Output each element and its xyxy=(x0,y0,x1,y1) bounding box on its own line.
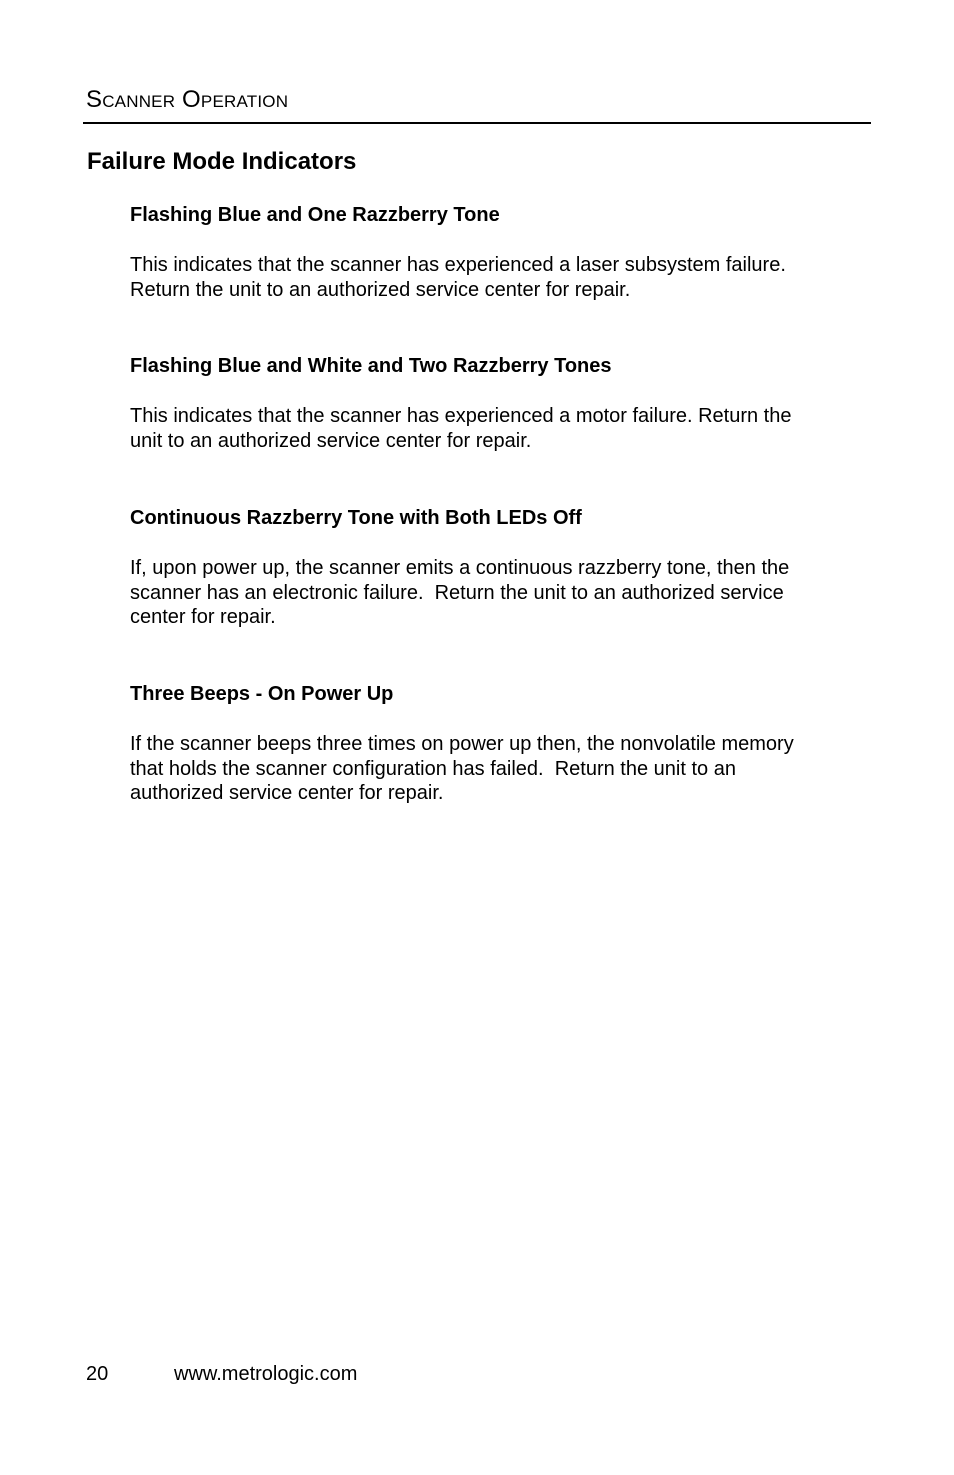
entry-heading: Flashing Blue and White and Two Razzberry Tones xyxy=(130,355,612,378)
failure-mode-entry xyxy=(130,506,860,630)
entry-heading: Continuous Razzberry Tone with Both LEDs Off xyxy=(130,506,582,529)
entry-heading: Three Beeps - On Power Up xyxy=(130,682,394,705)
failure-mode-entry xyxy=(130,203,860,302)
footer-website: www.metrologic.com xyxy=(174,1363,358,1385)
entry-heading: Flashing Blue and One Razzberry Tone xyxy=(130,204,500,226)
failure-mode-list xyxy=(130,203,860,858)
failure-mode-entry xyxy=(130,354,860,453)
entry-description: This indicates that the scanner has experienced a motor failure. Return the unit to an authorized service center for repair. xyxy=(130,405,792,453)
entry-description: If the scanner beeps three times on power up then, the nonvolatile memory that holds the scanner configuration has failed. Return the unit to an authorized service center for repair. xyxy=(130,732,794,805)
entry-description: If, upon power up, the scanner emits a continuous razzberry tone, then the scanner has an electronic failure. Return the unit to an authorized service center for repair. xyxy=(130,556,790,629)
page-number: 20 xyxy=(86,1363,109,1385)
entry-description: This indicates that the scanner has experienced a laser subsystem failure. Return the unit to an authorized service center for repair. xyxy=(130,254,786,301)
failure-mode-entry xyxy=(130,682,860,806)
header-rule xyxy=(83,122,871,124)
section-title: Failure Mode Indicators xyxy=(87,148,357,175)
running-header: Scanner Operation xyxy=(86,86,289,113)
